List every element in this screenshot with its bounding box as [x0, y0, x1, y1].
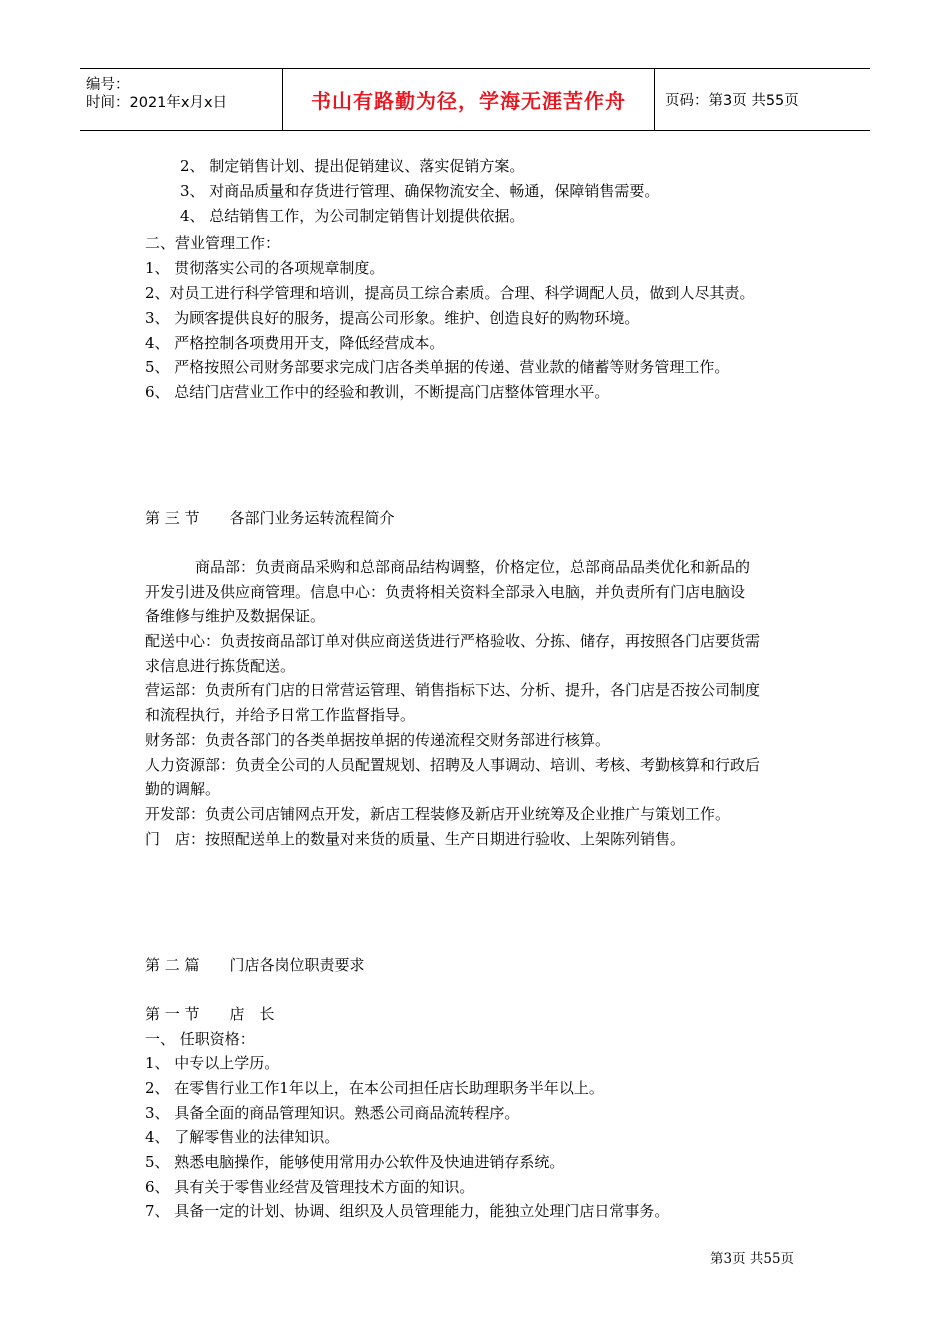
- list-item: 4、 严格控制各项费用开支，降低经营成本。: [145, 334, 445, 352]
- section-title: 第 一 节 店 长: [145, 1005, 275, 1023]
- chapter-title: 第 二 篇 门店各岗位职责要求: [145, 956, 365, 974]
- header-meta-cell: [80, 69, 282, 130]
- list-item: 4、 了解零售业的法律知识。: [145, 1128, 340, 1146]
- motto-text: 书山有路勤为径，学海无涯苦作舟: [311, 89, 626, 113]
- paragraph-line: 人力资源部：负责全公司的人员配置规划、招聘及人事调动、培训、考核、考勤核算和行政后: [145, 756, 761, 774]
- list-item: 2、 制定销售计划、提出促销建议、落实促销方案。: [180, 157, 525, 175]
- section-title: 第 三 节 各部门业务运转流程简介: [145, 509, 395, 527]
- header-motto-cell: [282, 69, 655, 130]
- page-header: [80, 68, 870, 131]
- list-item: 2、对员工进行科学管理和培训，提高员工综合素质。合理、科学调配人员，做到人尽其责。: [145, 284, 755, 302]
- list-item: 3、 对商品质量和存货进行管理、确保物流安全、畅通，保障销售需要。: [180, 182, 660, 200]
- paragraph-line: 备维修与维护及数据保证。: [145, 607, 326, 625]
- paragraph-line: 开发引进及供应商管理。信息中心：负责将相关资料全部录入电脑，并负责所有门店电脑设: [145, 583, 746, 601]
- paragraph-line: 开发部：负责公司店铺网点开发，新店工程装修及新店开业统筹及企业推广与策划工作。: [145, 805, 731, 823]
- page-number-label: 页码：第3页 共55页: [665, 93, 799, 109]
- list-item: 7、 具备一定的计划、协调、组织及人员管理能力，能独立处理门店日常事务。: [145, 1202, 670, 1220]
- list-item: 4、 总结销售工作，为公司制定销售计划提供依据。: [180, 207, 525, 225]
- list-item: 6、 总结门店营业工作中的经验和教训，不断提高门店整体管理水平。: [145, 383, 610, 401]
- list-item: 1、 贯彻落实公司的各项规章制度。: [145, 259, 385, 277]
- list-item: 2、 在零售行业工作1年以上，在本公司担任店长助理职务半年以上。: [145, 1079, 604, 1097]
- section-heading: 一、 任职资格：: [145, 1030, 255, 1048]
- paragraph-line: 求信息进行拣货配送。: [145, 657, 296, 675]
- page-footer: 第3页 共55页: [710, 1251, 795, 1267]
- paragraph-line: 门 店：按照配送单上的数量对来货的质量、生产日期进行验收、上架陈列销售。: [145, 830, 686, 848]
- list-item: 5、 严格按照公司财务部要求完成门店各类单据的传递、营业款的储蓄等财务管理工作。: [145, 358, 730, 376]
- list-item: 1、 中专以上学历。: [145, 1054, 280, 1072]
- list-item: 3、 为顾客提供良好的服务，提高公司形象。维护、创造良好的购物环境。: [145, 309, 640, 327]
- paragraph-line: 勤的调解。: [145, 780, 221, 798]
- header-page-cell: [655, 69, 870, 130]
- list-item: 6、 具有关于零售业经营及管理技术方面的知识。: [145, 1178, 475, 1196]
- list-item: 5、 熟悉电脑操作，能够使用常用办公软件及快迪进销存系统。: [145, 1153, 565, 1171]
- paragraph-line: 营运部：负责所有门店的日常营运管理、销售指标下达、分析、提升，各门店是否按公司制度: [145, 681, 761, 699]
- paragraph-line: 和流程执行，并给予日常工作监督指导。: [145, 706, 416, 724]
- paragraph-line: 商品部：负责商品采购和总部商品结构调整，价格定位，总部商品品类优化和新品的: [195, 558, 751, 576]
- time-label: 时间：2021年x月x日: [86, 95, 228, 111]
- paragraph-line: 财务部：负责各部门的各类单据按单据的传递流程交财务部进行核算。: [145, 731, 611, 749]
- paragraph-line: 配送中心：负责按商品部订单对供应商送货进行严格验收、分拣、储存，再按照各门店要货需: [145, 632, 761, 650]
- doc-number-label: 编号：: [86, 77, 130, 93]
- list-item: 3、 具备全面的商品管理知识。熟悉公司商品流转程序。: [145, 1104, 520, 1122]
- section-heading: 二、营业管理工作：: [145, 234, 281, 252]
